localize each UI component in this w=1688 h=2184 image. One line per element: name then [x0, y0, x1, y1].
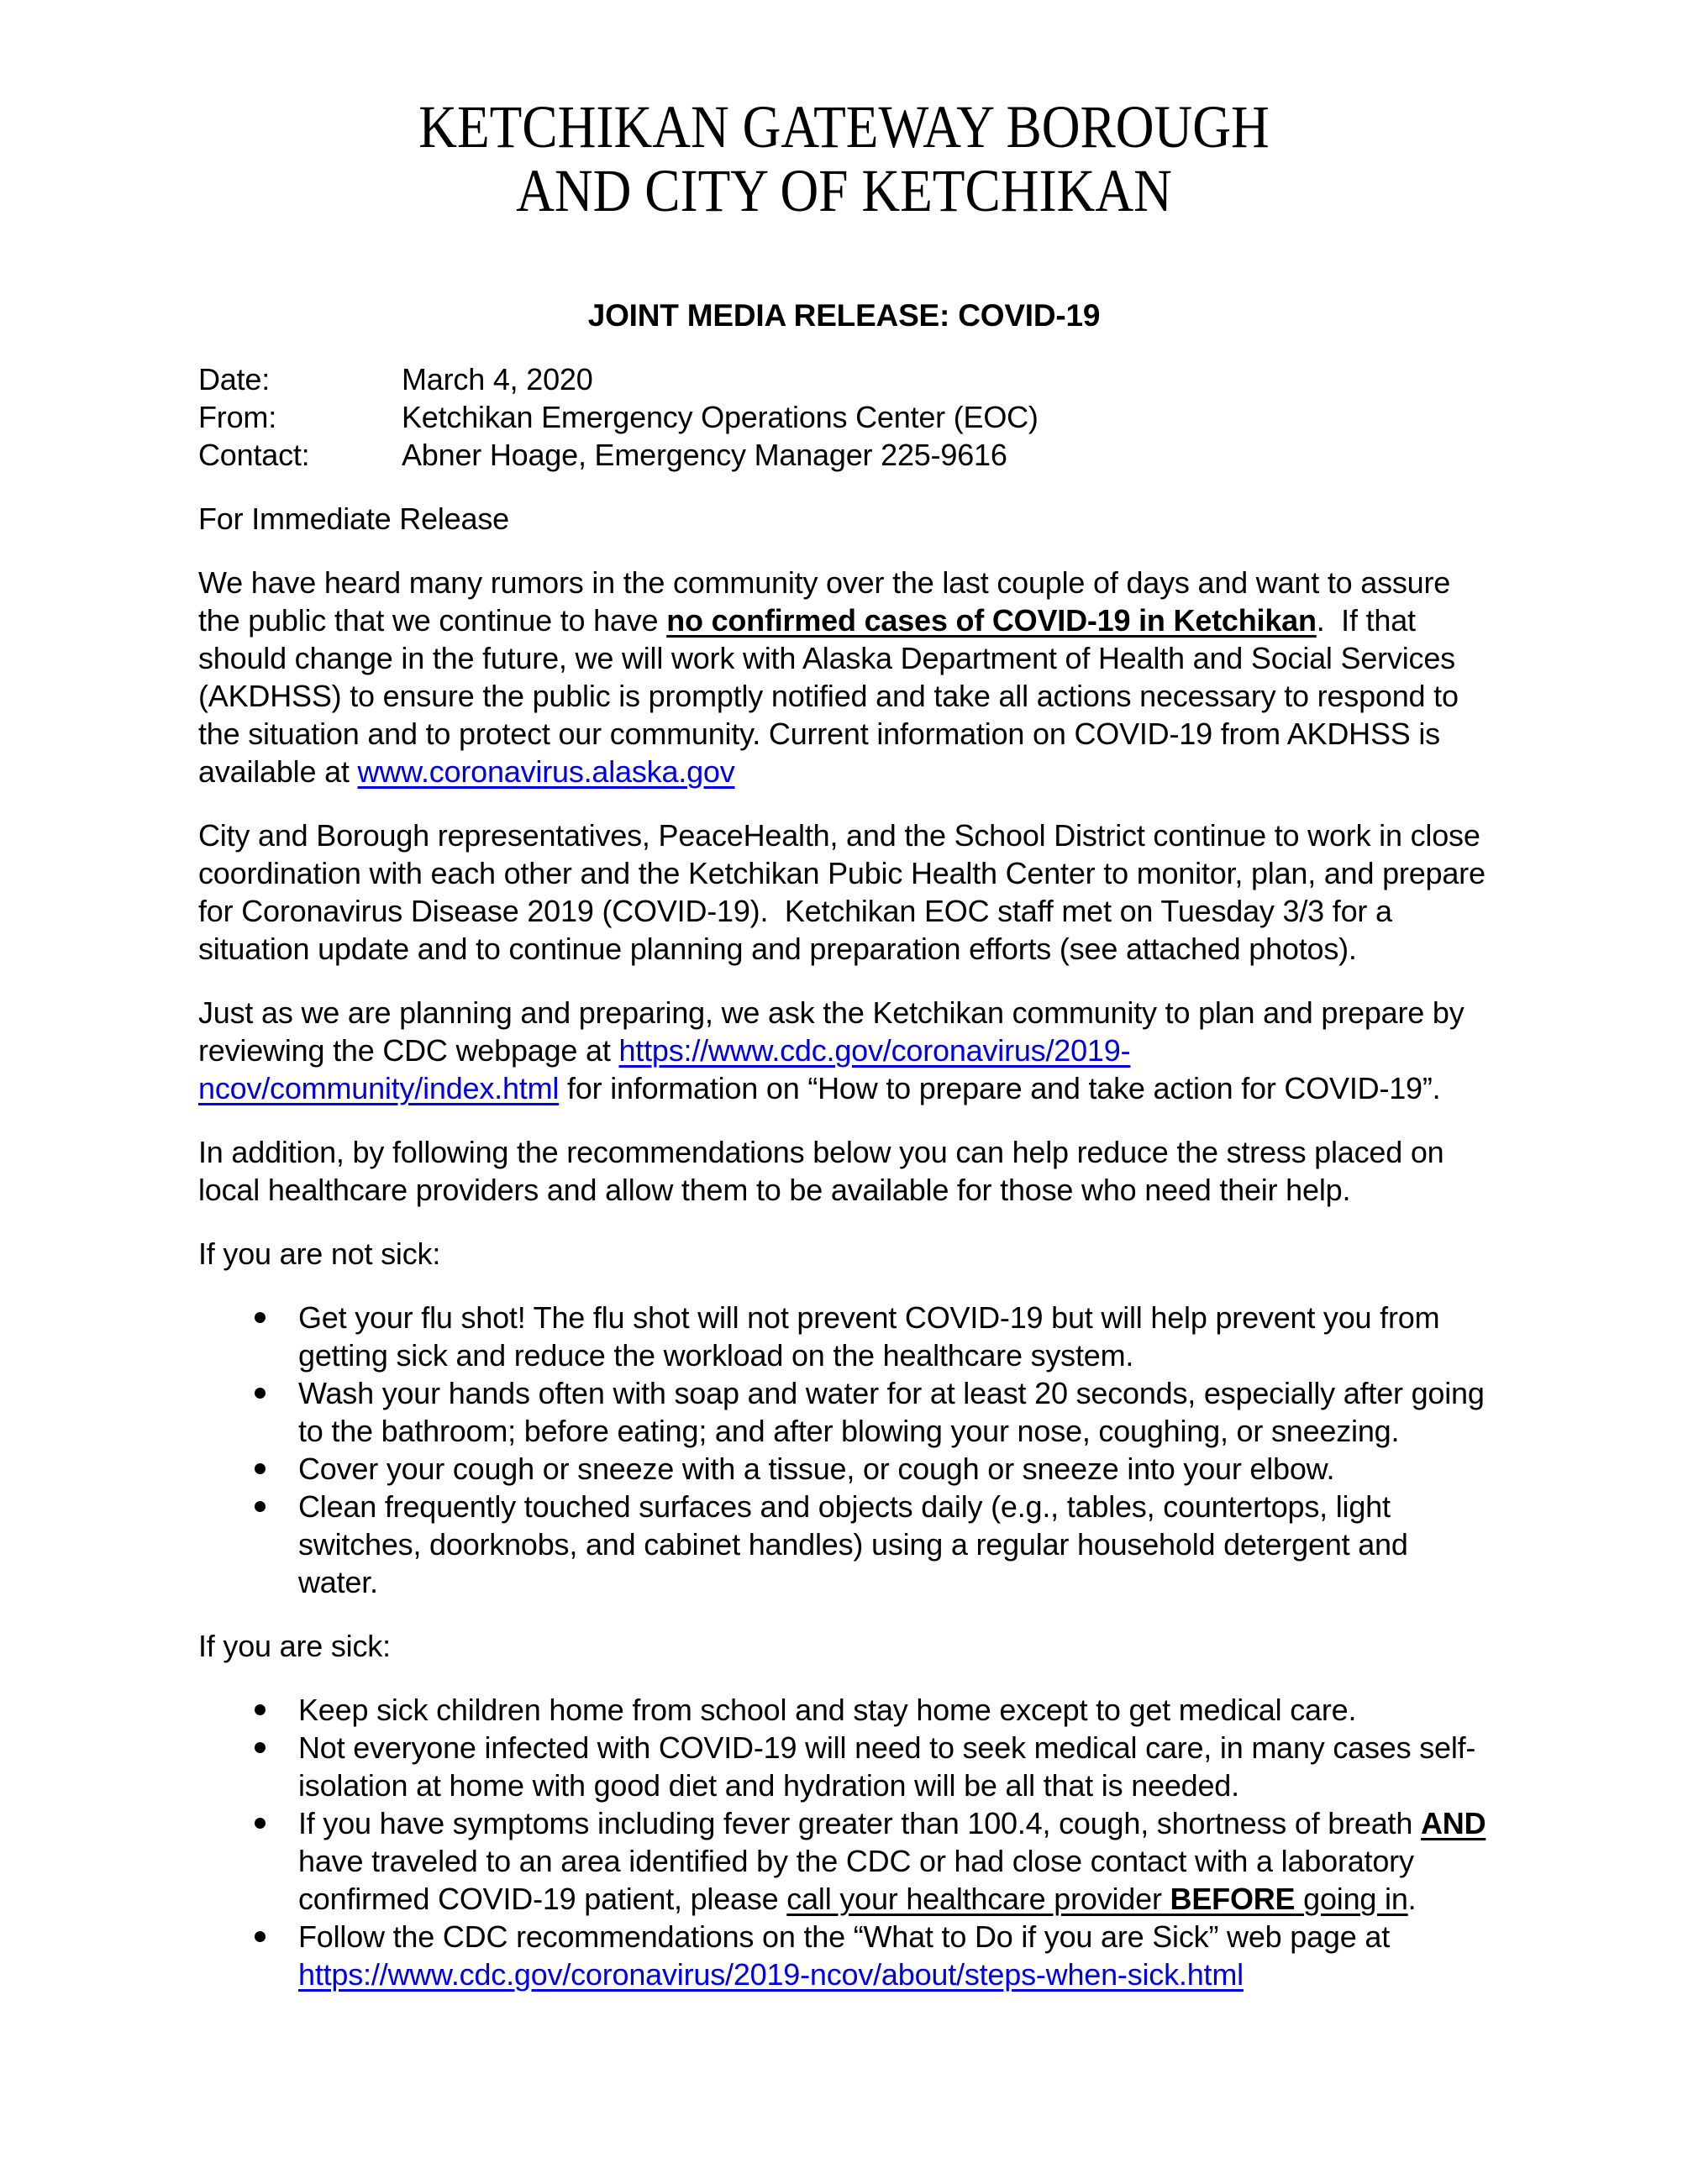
list-item [298, 1450, 1490, 1488]
emphasis-text: BEFORE [1170, 1882, 1296, 1916]
intro-paragraph [198, 564, 1490, 790]
meta-label-contact: Contact: [198, 438, 310, 472]
document-body [198, 564, 1495, 1993]
recommendations-paragraph [198, 1133, 1490, 1209]
body-text: If you are sick: [198, 1629, 391, 1663]
emphasis-text: call your healthcare provider [786, 1882, 1170, 1916]
meta-value-from: Ketchikan Emergency Operations Center (EOC) [402, 400, 1039, 434]
hyperlink[interactable]: https://www.cdc.gov/coronavirus/2019-ncov/community/index.html [198, 1033, 1131, 1105]
body-text: . If that should change in the future, we will work with Alaska Department of Health and Social Services (AKDHSS) to ensure the public is promptly notified and take all actions necessary to respond to the situation and to protect our community. Current information on COVID-19 from AKDHSS is available at [198, 603, 1467, 789]
body-text: Get your flu shot! The flu shot will not prevent COVID-19 but will help prevent you from getting sick and reduce the workload on the healthcare system. [298, 1300, 1449, 1373]
title-line-2: AND CITY OF KETCHIKAN [516, 157, 1172, 224]
meta-row-date [198, 360, 1490, 398]
list-item [298, 1804, 1495, 1918]
meta-value-contact: Abner Hoage, Emergency Manager 225-9616 [402, 438, 1007, 472]
hyperlink[interactable]: www.coronavirus.alaska.gov [357, 754, 735, 789]
body-text: for information on “How to prepare and take action for COVID-19”. [559, 1071, 1441, 1105]
body-text: Follow the CDC recommendations on the “What to Do if you are Sick” web page at [298, 1919, 1398, 1954]
list-item [298, 1729, 1490, 1804]
meta-label-date: Date: [198, 362, 271, 396]
meta-label-from: From: [198, 400, 276, 434]
emphasis-text: going in [1295, 1882, 1408, 1916]
title-line-1: KETCHIKAN GATEWAY BOROUGH [418, 93, 1270, 160]
body-text: Cover your cough or sneeze with a tissue, or cough or sneeze into your elbow. [298, 1452, 1335, 1486]
emphasis-text: AND [1420, 1806, 1486, 1840]
body-text: City and Borough representatives, PeaceHealth, and the School District continue to work in close coordination with each other and the Ketchikan Pubic Health Center to monitor, plan, and prepare for Coronavirus Disease 2019 (COVID-19). Ketchikan EOC staff met on Tuesday 3/3 for a situation update and to continue planning and preparation efforts (see attached photos). [198, 818, 1494, 966]
body-text: If you are not sick: [198, 1236, 441, 1271]
body-text: We have heard many rumors in the community over the last couple of days and want to assure the public that we continue to have [198, 565, 1459, 638]
sick-list [198, 1691, 1495, 1993]
list-item [298, 1691, 1490, 1729]
not-sick-list [198, 1299, 1493, 1601]
meta-block [198, 360, 1490, 474]
meta-row-contact [198, 436, 1490, 474]
body-text: Wash your hands often with soap and water for at least 20 seconds, especially after going to the bathroom; before eating; and after blowing your nose, coughing, or sneezing. [298, 1376, 1493, 1448]
list-item [298, 1374, 1493, 1450]
list-item [298, 1918, 1490, 1993]
body-text: Clean frequently touched surfaces and objects daily (e.g., tables, countertops, light switches, doorknobs, and cabinet handles) using a regular household detergent and water. [298, 1489, 1417, 1599]
meta-value-date: March 4, 2020 [402, 362, 593, 396]
meta-row-from [198, 398, 1490, 436]
hyperlink[interactable]: https://www.cdc.gov/coronavirus/2019-ncov/about/steps-when-sick.html [298, 1957, 1244, 1992]
body-text: Just as we are planning and preparing, we ask the Ketchikan community to plan and prepare by reviewing the CDC webpage at [198, 995, 1473, 1068]
body-text: In addition, by following the recommendations below you can help reduce the stress placed on local healthcare providers and allow them to be available for those who need their help. [198, 1135, 1453, 1207]
coordination-paragraph [198, 816, 1494, 968]
list-item [298, 1488, 1490, 1601]
subtitle: JOINT MEDIA RELEASE: COVID-19 [587, 298, 1101, 333]
release-line: For Immediate Release [198, 501, 509, 536]
body-text: . [1407, 1882, 1417, 1916]
body-text: Not everyone infected with COVID-19 will need to seek medical care, in many cases self-isolation at home with good diet and hydration will be all that is needed. [298, 1730, 1476, 1803]
cdc-webpage-paragraph [198, 994, 1490, 1107]
not-sick-heading [198, 1235, 1490, 1273]
list-item [298, 1299, 1490, 1374]
body-text: Keep sick children home from school and stay home except to get medical care. [298, 1693, 1357, 1727]
sick-heading [198, 1627, 1490, 1665]
body-text: If you have symptoms including fever greater than 100.4, cough, shortness of breath [298, 1806, 1421, 1840]
body-text: have traveled to an area identified by the CDC or had close contact with a laboratory confirmed COVID-19 patient, please [298, 1806, 1495, 1916]
document-title [276, 95, 1412, 223]
emphasis-text: no confirmed cases of COVID-19 in Ketchikan [666, 603, 1317, 638]
